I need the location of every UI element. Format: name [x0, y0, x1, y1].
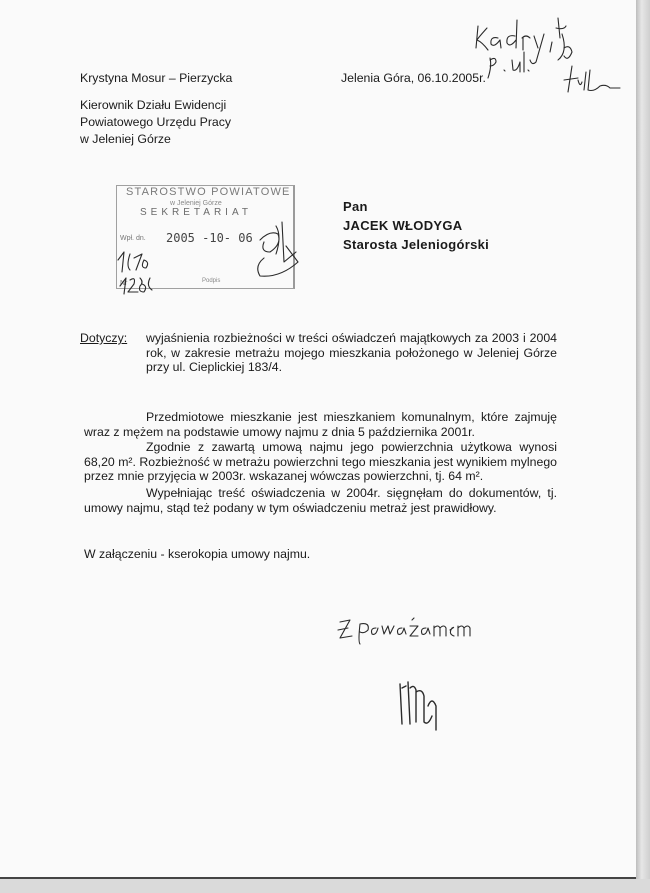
stamp-department: SEKRETARIAT — [140, 207, 252, 218]
subject-label: Dotyczy: — [80, 331, 128, 345]
handwritten-top-note — [460, 8, 630, 103]
signature — [394, 676, 444, 736]
scan-bottom-margin — [0, 879, 650, 893]
body-paragraph-3-text: Wypełniając treść oświadczenia w 2004r. sięgnęłam do dokumentów, tj. umowy najmu, stąd też podany w tym oświadczeniu metraż jest prawidłowy. — [84, 486, 557, 515]
body-paragraph-1 — [84, 410, 557, 439]
body-paragraph-1-text: Przedmiotowe mieszkanie jest mieszkaniem komunalnym, które zajmuję wraz z mężem na podstawie umowy najmu z dnia 5 października 2001r. — [84, 410, 557, 439]
sender-name: Krystyna Mosur – Pierzycka — [80, 71, 233, 85]
sender-position-line3: w Jeleniej Górze — [80, 132, 171, 146]
stamp-number-label: Nr — [120, 280, 128, 287]
subject-text: wyjaśnienia rozbieżności w treści oświadczeń majątkowych za 2003 i 2004 rok, w zakresie metrażu mojego mieszkania położonego w Jeleniej Górze przy ul. Cieplickiej 183/4. — [146, 331, 557, 374]
stamp-received-label: Wpł. dn. — [120, 235, 146, 242]
page-edge-shadow — [636, 0, 650, 893]
attachment-note: W załączeniu - kserokopia umowy najmu. — [84, 547, 311, 561]
addressee-block — [343, 197, 489, 254]
stamp-office-city: w Jeleniej Górze — [170, 200, 222, 207]
stamp-signature-label: Podpis — [202, 278, 221, 284]
stamp-office-name: STAROSTWO POWIATOWE — [126, 186, 291, 198]
stamp-date: 2005 -10- 06 — [166, 231, 253, 245]
place-and-date: Jelenia Góra, 06.10.2005r. — [341, 71, 486, 85]
body-paragraph-2 — [84, 440, 557, 484]
addressee-title: Starosta Jeleniogórski — [343, 237, 490, 252]
body-paragraph-2-text: Zgodnie z zawartą umową najmu jego powierzchnia użytkowa wynosi 68,20 m². Rozbieżność w metrażu powierzchni tego mieszkania jest wynikiem mylnego przez mnie przyjęcia w 2003r. wskazanej wówczas powierzchni, tj. 64 m². — [84, 440, 557, 483]
sender-position-line2: Powiatowego Urzędu Pracy — [80, 115, 232, 129]
sender-position-line1: Kierownik Działu Ewidencji — [80, 98, 227, 112]
addressee-salutation: Pan — [343, 199, 368, 214]
addressee-name: JACEK WŁODYGA — [343, 218, 463, 233]
body-paragraph-3 — [84, 486, 557, 515]
stamp-handwriting — [110, 222, 310, 302]
handwritten-closing — [336, 612, 476, 652]
sender-block — [80, 71, 232, 149]
